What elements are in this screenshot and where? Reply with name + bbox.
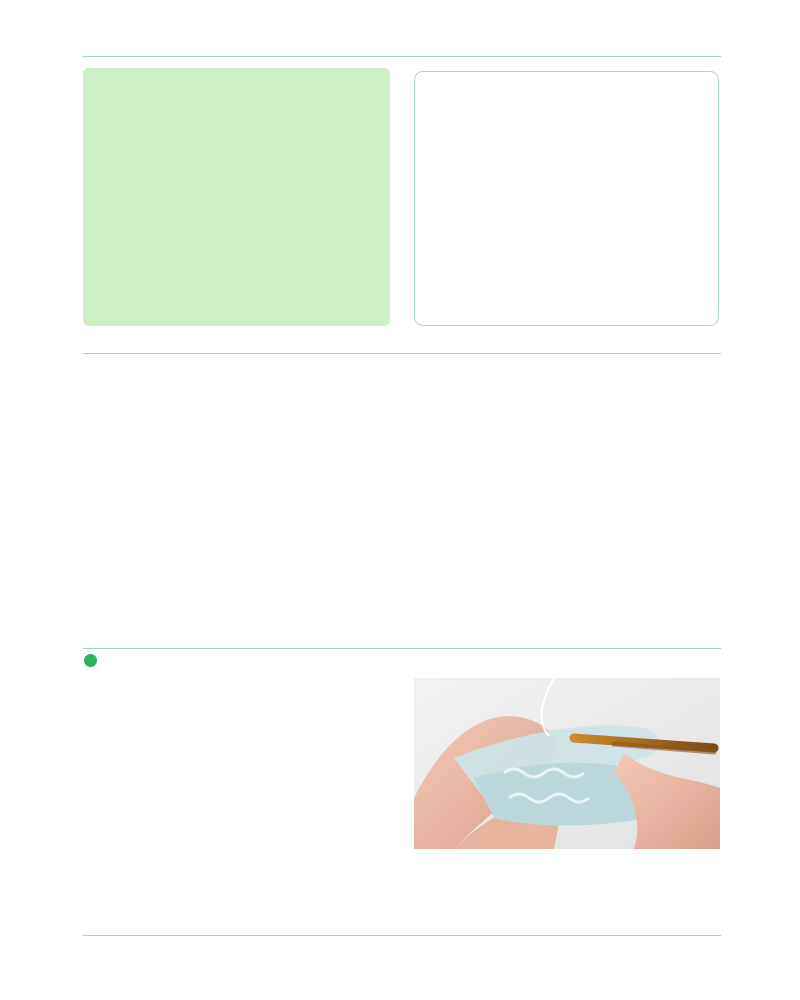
crochet-photo-illustration [414,678,720,849]
top-joining-diagram [280,348,580,630]
section-heading [84,654,103,667]
bottom-rule [83,935,721,936]
bottom-joining-diagram [105,715,395,850]
top-rule [83,56,721,57]
crochet-photo [414,678,720,849]
green-bullet-icon [84,654,97,667]
section-rule [83,648,721,649]
intro-box [83,68,390,326]
title-box [414,71,719,326]
